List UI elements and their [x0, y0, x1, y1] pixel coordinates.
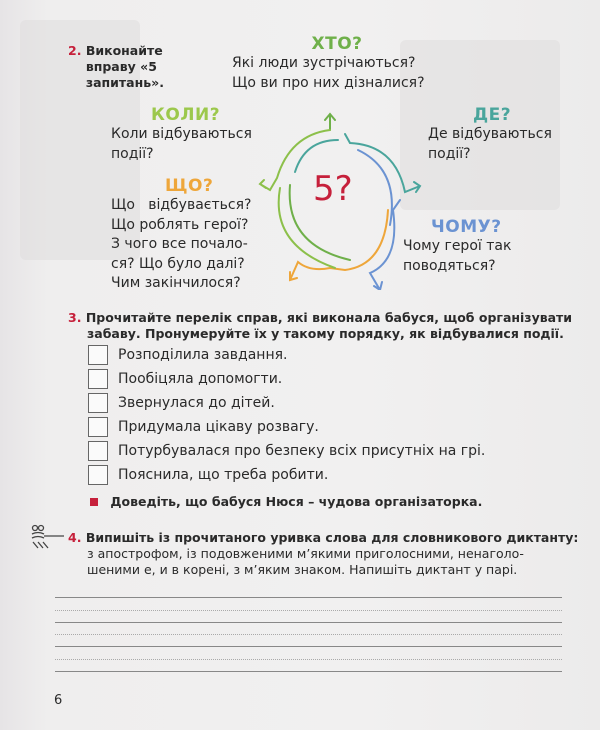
- where-text: події?: [428, 145, 471, 162]
- task4-instruction: шеними е, и в корені, з м’яким знаком. Напишіть диктант у парі.: [87, 562, 518, 577]
- pair-work-icon: [30, 524, 66, 552]
- why-text: Чому герої так: [403, 238, 512, 254]
- task3-instruction: Прочитайте перелік справ, які виконала бабуся, щоб організувати: [85, 310, 573, 325]
- page-number: 6: [54, 693, 63, 708]
- what-text: Що відбувається?: [111, 197, 252, 213]
- number-box[interactable]: [88, 441, 108, 461]
- arrow-down-right-icon: [370, 200, 400, 290]
- item-label: Звернулася до дітей.: [118, 395, 275, 411]
- writing-guide-line: [55, 610, 562, 611]
- who-text: Що ви про них дізналися?: [232, 74, 425, 91]
- list-item: [88, 369, 282, 389]
- center-label: 5?: [313, 169, 353, 209]
- number-box[interactable]: [88, 369, 108, 389]
- item-label: Пообіцяла допомогти.: [118, 371, 283, 387]
- bullet-task-text: Доведіть, що бабуся Нюся – чудова організаторка.: [110, 494, 483, 509]
- who-heading: ХТО?: [311, 34, 363, 54]
- arrow-right-icon: [345, 134, 420, 192]
- when-text: події?: [111, 145, 154, 162]
- question-who: [232, 34, 442, 93]
- who-text: Які люди зустрічаються?: [232, 55, 416, 71]
- question-what: [111, 176, 261, 294]
- what-text: ся? Що було далі?: [111, 255, 245, 272]
- writing-guide-line: [55, 659, 562, 660]
- arrow-down-left-icon: [290, 210, 388, 280]
- arrow-up-icon: [325, 114, 335, 130]
- task2-header: [68, 43, 196, 91]
- task3-header: [68, 310, 572, 342]
- what-heading: ЩО?: [165, 176, 214, 196]
- list-item: [88, 345, 287, 365]
- task4-number: 4.: [68, 530, 82, 545]
- task4-header: [68, 530, 578, 578]
- writing-line[interactable]: [55, 622, 562, 623]
- task4-instruction: з апострофом, із подовженими м’якими приголосними, ненаголо-: [87, 546, 524, 561]
- why-text: поводяться?: [403, 257, 496, 274]
- number-box[interactable]: [88, 417, 108, 437]
- number-box[interactable]: [88, 465, 108, 485]
- writing-line[interactable]: [55, 597, 562, 598]
- why-heading: ЧОМУ?: [431, 217, 502, 237]
- task3-instruction: забаву. Пронумеруйте їх у такому порядку, як відбувалися події.: [87, 326, 564, 341]
- list-item: [88, 441, 485, 461]
- writing-line[interactable]: [55, 671, 562, 672]
- item-label: Потурбувалася про безпеку всіх присутніх на грі.: [118, 443, 486, 459]
- question-where: [428, 105, 552, 164]
- what-text: Чим закінчилося?: [111, 275, 241, 291]
- task3-number: 3.: [68, 310, 82, 325]
- number-box[interactable]: [88, 393, 108, 413]
- bullet-square-icon: [90, 498, 98, 506]
- list-item: [88, 393, 275, 413]
- where-heading: ДЕ?: [473, 105, 512, 125]
- writing-line[interactable]: [55, 646, 562, 647]
- task4-instruction: Випишіть із прочитаного уривка слова для словникового диктанту:: [85, 530, 579, 545]
- item-label: Пояснила, що треба робити.: [118, 467, 329, 483]
- what-text: З чого все почало-: [111, 236, 248, 252]
- item-label: Придумала цікаву розвагу.: [118, 419, 319, 435]
- question-when: [111, 105, 252, 164]
- list-item: [88, 417, 319, 437]
- when-text: Коли відбуваються: [111, 126, 252, 142]
- item-label: Розподілила завдання.: [118, 347, 288, 363]
- task2-number: 2.: [68, 43, 82, 58]
- where-text: Де відбуваються: [428, 126, 552, 142]
- bullet-task: [90, 494, 482, 510]
- list-item: [88, 465, 328, 485]
- number-box[interactable]: [88, 345, 108, 365]
- task2-instruction: Виконайте вправу «5 запитань».: [85, 43, 164, 90]
- what-text: Що роблять герої?: [111, 216, 249, 233]
- when-heading: КОЛИ?: [151, 105, 221, 125]
- writing-guide-line: [55, 634, 562, 635]
